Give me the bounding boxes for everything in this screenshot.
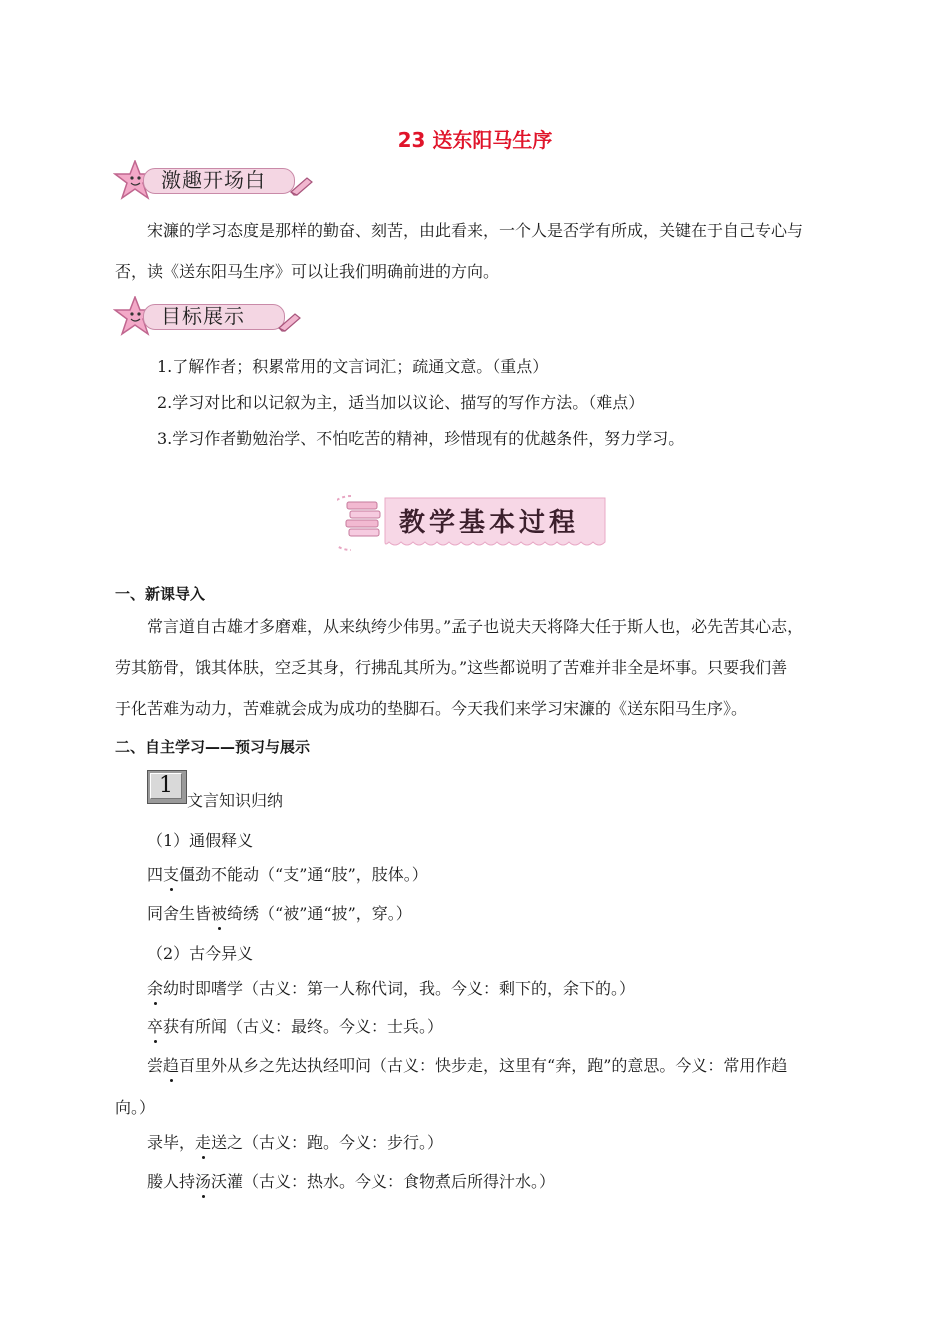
gujin-line-2: 卒获有所闻（古义：最终。今义：士兵。）: [147, 1017, 444, 1036]
part1-line-2: 劳其筋骨，饿其体肤，空乏其身，行拂乱其所为。”这些都说明了苦难并非全是坏事。只要我们善: [115, 658, 788, 677]
sub-heading-1: （1）通假释义: [147, 831, 254, 850]
dotted-char: 汤: [195, 1172, 212, 1191]
intro-banner: [113, 160, 313, 200]
gujin-line-5: 媵人持汤沃灌（古义：热水。今义：食物煮后所得汁水。）: [147, 1172, 556, 1191]
intro-line-1: 宋濂的学习态度是那样的勤奋、刻苦，由此看来，一个人是否学有所成，关键在于自己专心与: [147, 221, 804, 240]
part1-line-3: 于化苦难为动力，苦难就会成为成功的垫脚石。今天我们来学习宋濂的《送东阳马生序》。: [115, 699, 748, 718]
process-banner: [337, 492, 611, 554]
dotted-char: 趋: [163, 1056, 180, 1075]
goal-1: 1.了解作者；积累常用的文言词汇；疏通文意。（重点）: [157, 357, 549, 376]
box-label: 文言知识归纳: [187, 791, 284, 810]
dotted-char: 余: [147, 979, 164, 998]
goals-banner: [113, 296, 303, 336]
tongjia-line-2: 同舍生皆被绮绣（“被”通“披”，穿。）: [147, 904, 412, 923]
goal-3: 3.学习作者勤勉治学、不怕吃苦的精神，珍惜现有的优越条件，努力学习。: [157, 429, 685, 448]
process-banner-label: 教学基本过程: [399, 508, 580, 538]
intro-line-2: 否，读《送东阳马生序》可以让我们明确前进的方向。: [115, 262, 500, 281]
banner-label: 激趣开场白: [161, 168, 266, 192]
dotted-char: 走: [195, 1133, 212, 1152]
page-title: 23 送东阳马生序: [397, 128, 553, 152]
tongjia-line-1: 四支僵劲不能动（“支”通“肢”，肢体。）: [147, 865, 428, 884]
gujin-line-3-cont: 向。）: [115, 1098, 156, 1117]
section-heading-2: 二、自主学习——预习与展示: [115, 738, 311, 756]
dotted-char: 支: [163, 865, 180, 884]
section-heading-1: 一、新课导入: [115, 585, 206, 603]
number-box: [147, 770, 187, 804]
pen-icon: [277, 310, 303, 332]
banner-label: 目标展示: [161, 304, 245, 328]
gujin-line-1: 余幼时即嗜学（古义：第一人称代词，我。今义：剩下的，余下的。）: [147, 979, 636, 998]
goal-2: 2.学习对比和以记叙为主，适当加以议论、描写的写作方法。（难点）: [157, 393, 645, 412]
number-box-value: 1: [150, 773, 182, 799]
sub-heading-2: （2）古今异义: [147, 944, 254, 963]
gujin-line-4: 录毕，走送之（古义：跑。今义：步行。）: [147, 1133, 444, 1152]
pen-icon: [289, 174, 315, 196]
gujin-line-3: 尝趋百里外从乡之先达执经叩问（古义：快步走，这里有“奔，跑”的意思。今义：常用作趋: [147, 1056, 788, 1075]
dotted-char: 卒: [147, 1017, 164, 1036]
dotted-char: 被: [211, 904, 228, 923]
part1-line-1: 常言道自古雄才多磨难，从来纨绔少伟男。”孟子也说夫天将降大任于斯人也，必先苦其心志，: [147, 617, 804, 636]
